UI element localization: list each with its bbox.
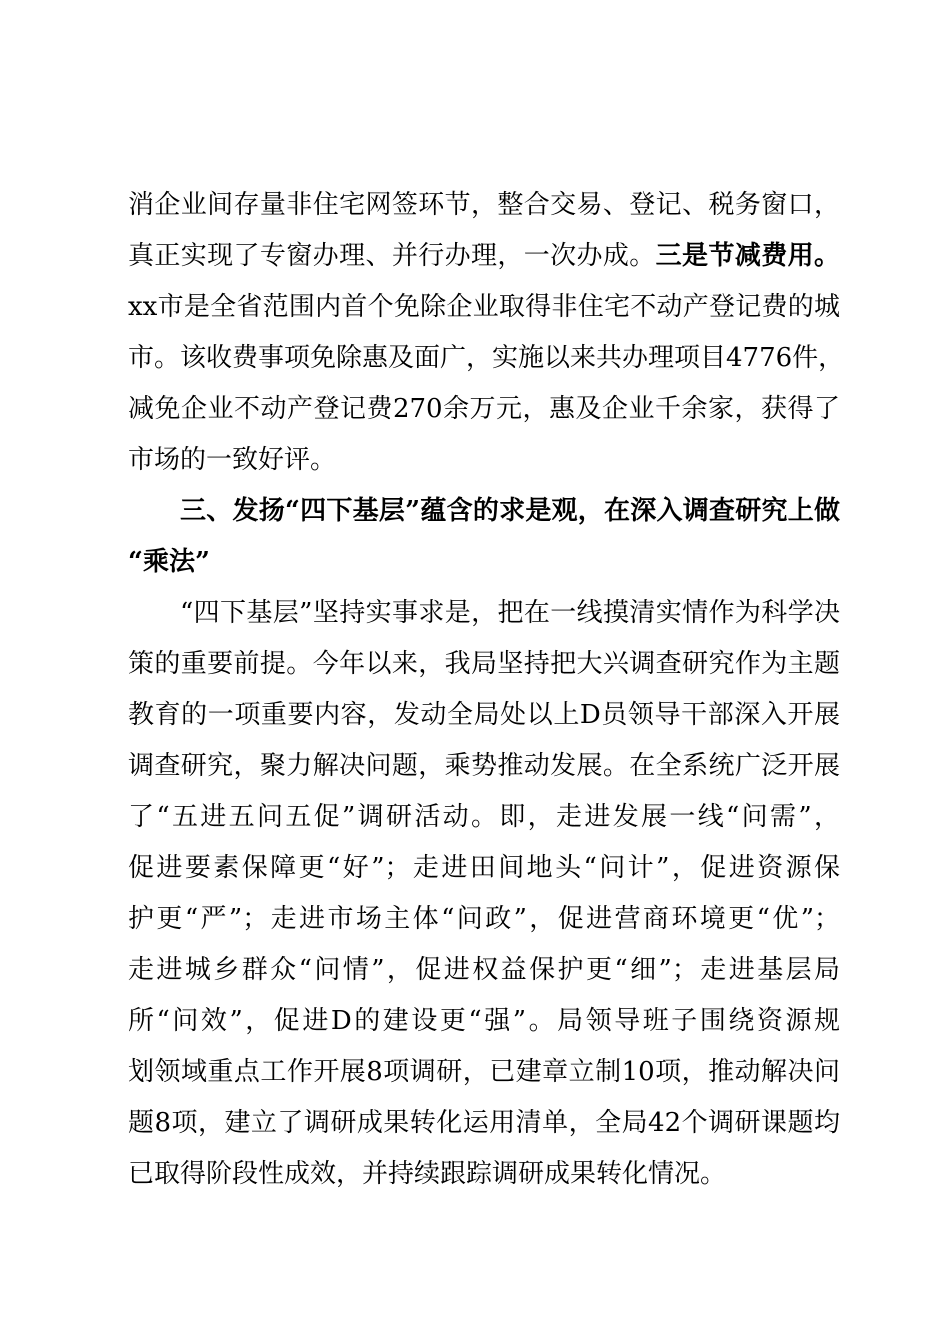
paragraph-line: 已取得阶段性成效，并持续跟踪调研成果转化情况。	[128, 1159, 727, 1189]
paragraph-line: 市场的一致好评。	[128, 445, 337, 475]
paragraph-text: 真正实现了专窗办理、并行办理，一次办成。	[128, 241, 656, 271]
paragraph-line: 划领域重点工作开展8项调研，已建章立制10项，推动解决问	[128, 1057, 840, 1087]
paragraph-line: 走进城乡群众“问情”，促进权益保护更“细”；走进基层局	[128, 955, 840, 985]
paragraph-line: 题8项，建立了调研成果转化运用清单，全局42个调研课题均	[128, 1108, 840, 1138]
paragraph-line: xx市是全省范围内首个免除企业取得非住宅不动产登记费的城	[128, 292, 840, 322]
paragraph-line: 市。该收费事项免除惠及面广，实施以来共办理项目4776件，	[128, 343, 845, 373]
paragraph-line: 护更“严”；走进市场主体“问政”，促进营商环境更“优”；	[128, 904, 840, 934]
paragraph-line: “四下基层”坚持实事求是，把在一线摸清实情作为科学决	[180, 598, 840, 628]
paragraph-line: 策的重要前提。今年以来，我局坚持把大兴调查研究作为主题	[128, 649, 840, 679]
paragraph-line: 减免企业不动产登记费270余万元，惠及企业千余家，获得了	[128, 394, 840, 424]
paragraph-line: 消企业间存量非住宅网签环节，整合交易、登记、税务窗口，	[128, 190, 840, 220]
bold-emphasis: 三是节减费用。	[655, 241, 840, 271]
section-heading: 三、发扬“四下基层”蕴含的求是观，在深入调查研究上做	[180, 496, 840, 526]
paragraph-line: 促进要素保障更“好”；走进田间地头“问计”，促进资源保	[128, 853, 840, 883]
paragraph-line: 教育的一项重要内容，发动全局处以上D员领导干部深入开展	[128, 700, 840, 730]
section-heading: “乘法”	[128, 547, 210, 577]
paragraph-line: 所“问效”，促进D的建设更“强”。局领导班子围绕资源规	[128, 1006, 840, 1036]
paragraph-line: 了“五进五问五促”调研活动。即，走进发展一线“问需”，	[128, 802, 840, 832]
paragraph-line	[128, 238, 840, 274]
paragraph-line: 调查研究，聚力解决问题，乘势推动发展。在全系统广泛开展	[128, 751, 840, 781]
